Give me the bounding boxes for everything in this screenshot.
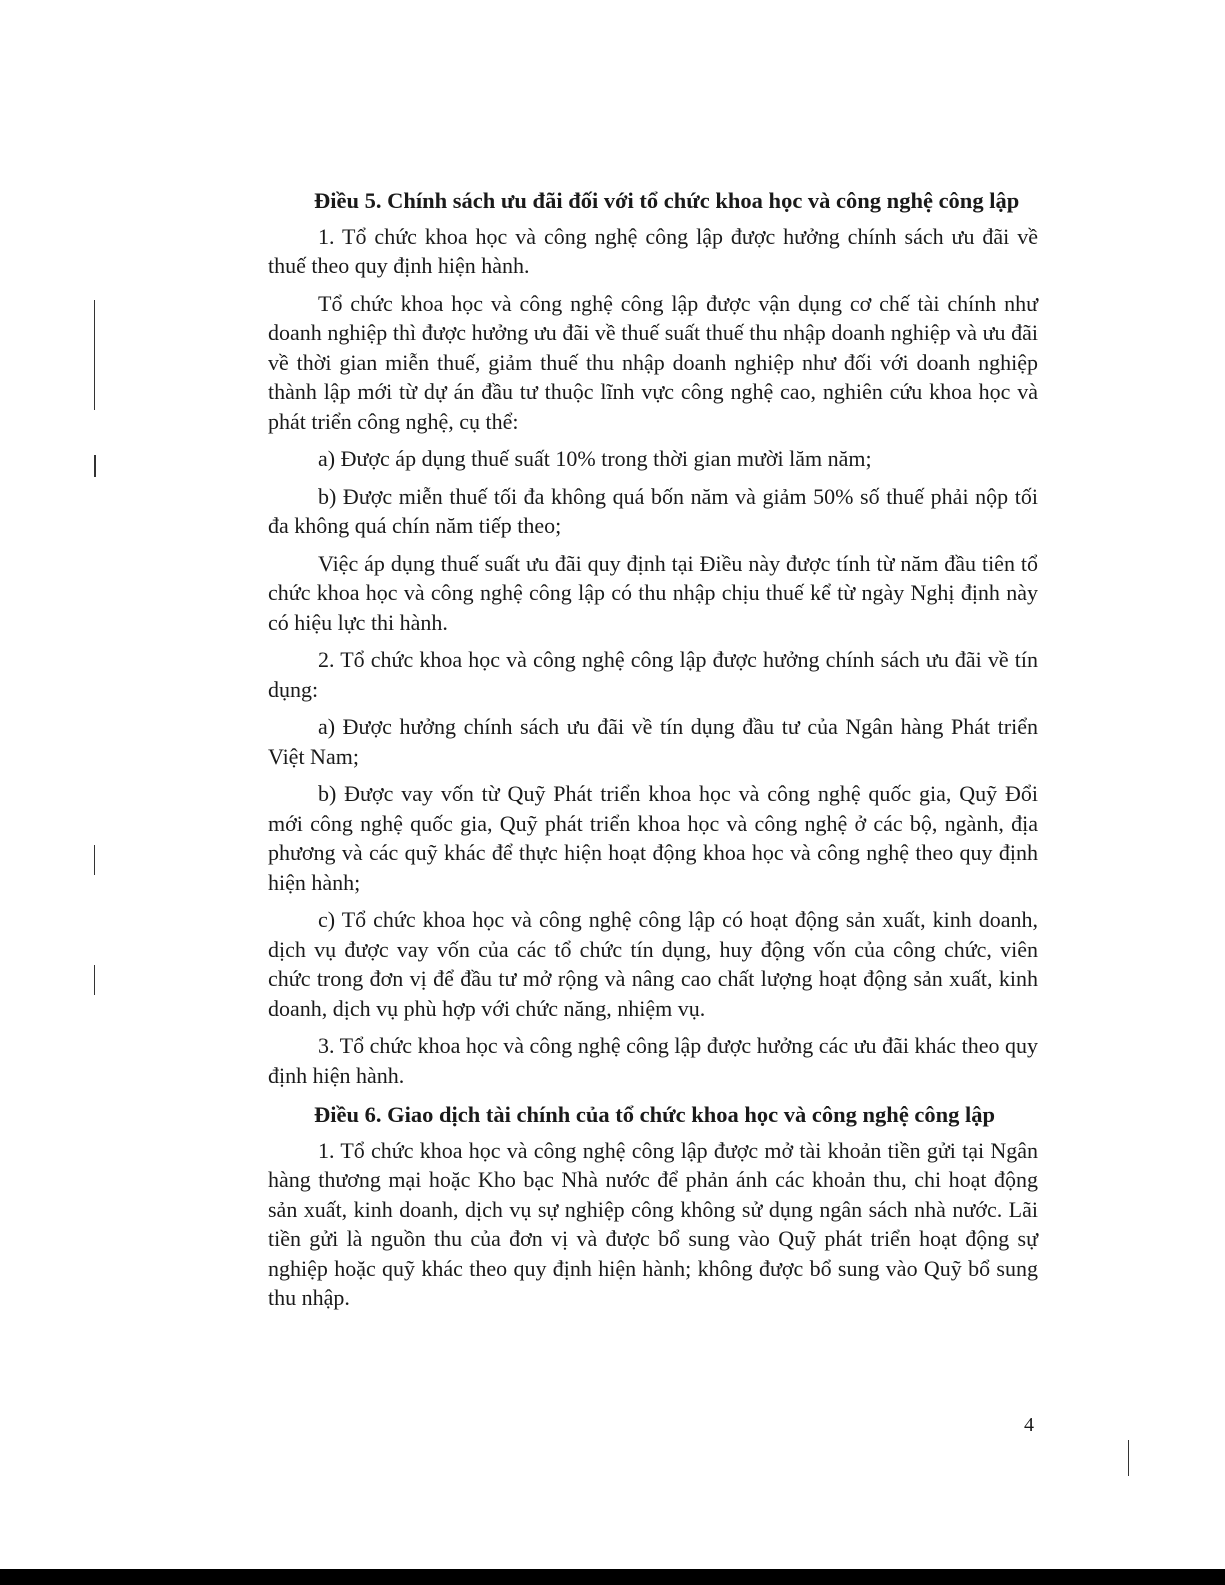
article-5-clause-2: 2. Tổ chức khoa học và công nghệ công lập được hưởng chính sách ưu đãi về tín dụng:: [268, 647, 1038, 702]
scan-mark: [94, 965, 95, 995]
scan-mark: [94, 300, 95, 410]
article-5-tax-paragraph: Tổ chức khoa học và công nghệ công lập được vận dụng cơ chế tài chính như doanh nghiệp thì được hưởng ưu đãi về thuế suất thuế thu nhập doanh nghiệp và ưu đãi về thời gian miễn thuế, giảm thuế thu nhập doanh nghiệp như đối với doanh nghiệp thành lập mới từ dự án đầu tư thuộc lĩnh vực công nghệ cao, nghiên cứu khoa học và phát triển công nghệ, cụ thể:: [268, 290, 1038, 434]
article-5-point-b: b) Được miễn thuế tối đa không quá bốn năm và giảm 50% số thuế phải nộp tối đa không quá chín năm tiếp theo;: [268, 483, 1038, 538]
scan-mark: [94, 455, 96, 477]
article-6-heading: Điều 6. Giao dịch tài chính của tổ chức khoa học và công nghệ công lập: [314, 1102, 996, 1127]
article-5-point-a: a) Được áp dụng thuế suất 10% trong thời gian mười lăm năm;: [318, 446, 872, 471]
scan-mark: [94, 845, 95, 875]
article-5-heading: Điều 5. Chính sách ưu đãi đối với tổ chức khoa học và công nghệ công lập: [314, 188, 1020, 213]
article-5-credit-point-c: c) Tổ chức khoa học và công nghệ công lập có hoạt động sản xuất, kinh doanh, dịch vụ được vay vốn của các tổ chức tín dụng, huy động vốn của công chức, viên chức trong đơn vị để đầu tư mở rộng và nâng cao chất lượng hoạt động sản xuất, kinh doanh, dịch vụ phù hợp với chức năng, nhiệm vụ.: [268, 907, 1038, 1021]
article-6-clause-1: 1. Tổ chức khoa học và công nghệ công lập được mở tài khoản tiền gửi tại Ngân hàng thương mại hoặc Kho bạc Nhà nước để phản ánh các khoản thu, chi hoạt động sản xuất, kinh doanh, dịch vụ sự nghiệp công không sử dụng ngân sách nhà nước. Lãi tiền gửi là nguồn thu của đơn vị và được bổ sung vào Quỹ phát triển hoạt động sự nghiệp hoặc quỹ khác theo quy định hiện hành; không được bổ sung vào Quỹ bổ sung thu nhập.: [268, 1137, 1038, 1310]
document-body: [268, 186, 1038, 1321]
scan-mark: [1128, 1440, 1129, 1476]
scan-edge-bar: [0, 1569, 1225, 1585]
article-5-clause-1: 1. Tổ chức khoa học và công nghệ công lập được hưởng chính sách ưu đãi về thuế theo quy định hiện hành.: [268, 223, 1038, 278]
page-number: 4: [1024, 1414, 1034, 1436]
article-5-clause-3: 3. Tổ chức khoa học và công nghệ công lập được hưởng các ưu đãi khác theo quy định hiện hành.: [268, 1033, 1038, 1088]
article-5-credit-point-a: a) Được hưởng chính sách ưu đãi về tín dụng đầu tư của Ngân hàng Phát triển Việt Nam;: [268, 714, 1038, 769]
article-5-credit-point-b: b) Được vay vốn từ Quỹ Phát triển khoa học và công nghệ quốc gia, Quỹ Đổi mới công nghệ quốc gia, Quỹ phát triển khoa học và công nghệ ở các bộ, ngành, địa phương và các quỹ khác để thực hiện hoạt động khoa học và công nghệ theo quy định hiện hành;: [268, 781, 1038, 895]
article-5-tax-application: Việc áp dụng thuế suất ưu đãi quy định tại Điều này được tính từ năm đầu tiên tổ chức khoa học và công nghệ công lập có thu nhập chịu thuế kể từ ngày Nghị định này có hiệu lực thi hành.: [268, 550, 1038, 635]
